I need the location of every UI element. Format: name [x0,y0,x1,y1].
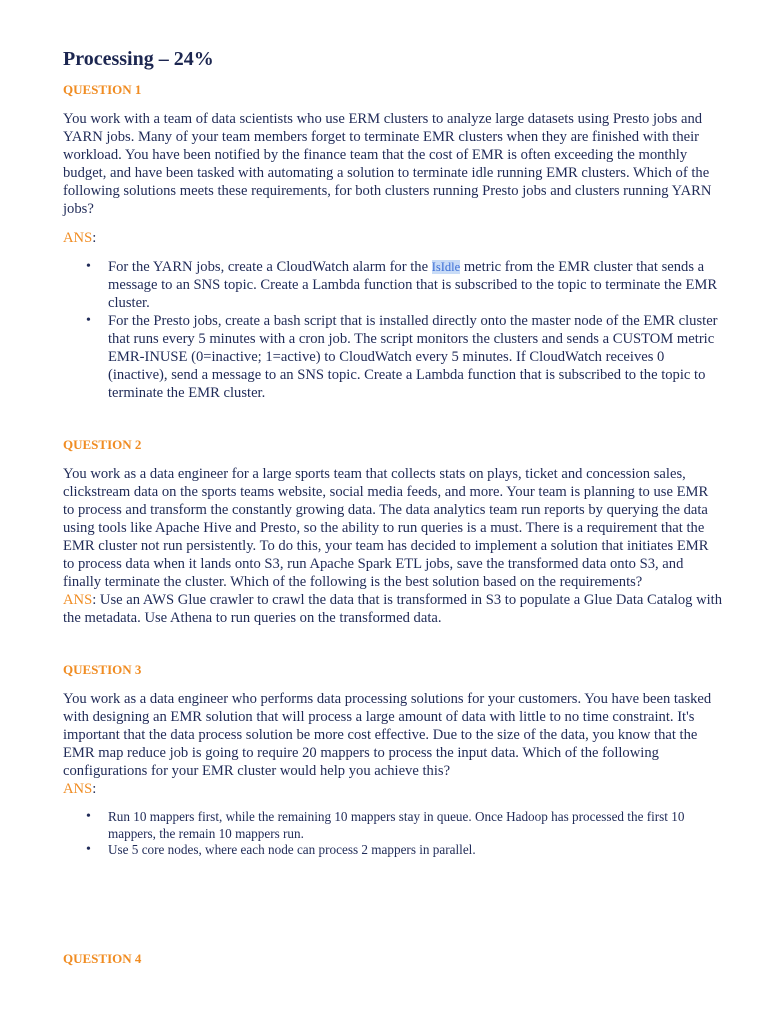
highlighted-text: IsIdle [431,260,461,274]
ans-colon: : [92,781,97,797]
document-page [63,46,723,967]
page-title: Processing – 24% [63,48,214,70]
ans-colon: : [92,230,97,246]
bullet-text: metric from the EMR cluster that sends a message to an SNS topic. Create a Lambda function that is subscribed to the topic to terminate the EMR cluster. [108,259,718,311]
list-item [108,258,723,312]
ans-label: ANS [63,781,93,797]
question-1-answer-label [63,229,723,247]
question-1-answer-list [63,258,723,402]
question-2-heading: QUESTION 2 [63,437,142,452]
question-1-text: You work with a team of data scientists who use ERM clusters to analyze large datasets using Presto jobs and YARN jobs. Many of your team members forget to terminate EMR clusters when they are finished with their workload. You have been notified by the finance team that the cost of EMR is often exceeding the monthly budget, and have been tasked with automating a solution to terminate idle running EMR clusters. Which of the following solutions meets these requirements, for both clusters running Presto jobs and clusters running YARN jobs? [63,111,712,217]
question-3-answer-label [63,780,723,798]
list-item: • For the Presto jobs, create a bash script that is installed directly onto the master node of the EMR cluster that runs every 5 minutes with a cron job. The script monitors the clusters and sends a CUSTOM metric EMR-INUSE (0=inactive; 1=active) to CloudWatch every 5 minutes. If CloudWatch receives 0 (inactive), send a message to an SNS topic. Create a Lambda function that is subscribed to the topic to terminate the EMR cluster. [108,312,723,402]
question-3-heading: QUESTION 3 [63,662,142,677]
question-1-heading: QUESTION 1 [63,82,142,97]
ans-label: ANS [63,230,93,246]
question-2-text: You work as a data engineer for a large sports team that collects stats on plays, ticket and concession sales, clickstream data on the sports teams website, social media feeds, and more. Your team is planning to use EMR to process and transform the constantly growing data. The data analytics team run reports by querying the data using tools like Apache Hive and Presto, so the ability to run queries is a must. There is a requirement that the EMR cluster not run persistently. To do this, your team has decided to implement a solution that initiates EMR to process data when it lands onto S3, run Apache Spark ETL jobs, save the transformed data onto S3, and finally terminate the cluster. Which of the following is the best solution based on the requirements? [63,466,709,590]
list-item: • Use 5 core nodes, where each node can process 2 mappers in parallel. [108,842,723,859]
question-2-answer [63,591,723,627]
bullet-text: For the YARN jobs, create a CloudWatch alarm for the [108,259,432,275]
ans-label: ANS [63,592,93,608]
list-item: • Run 10 mappers first, while the remaining 10 mappers stay in queue. Once Hadoop has processed the first 10 mappers, the remain 10 mappers run. [108,809,723,842]
question-3-answer-list [63,809,723,859]
question-4-heading: QUESTION 4 [63,950,142,966]
answer-text: : Use an AWS Glue crawler to crawl the data that is transformed in S3 to populate a Glue Data Catalog with the metadata. Use Athena to run queries on the transformed data. [63,592,723,626]
question-3-text: You work as a data engineer who performs data processing solutions for your customers. You have been tasked with designing an EMR solution that will process a large amount of data with little to no time constraint. It's important that the data process solution be more cost effective. Due to the size of the data, you know that the EMR map reduce job is going to require 20 mappers to process the input data. Which of the following configurations for your EMR cluster would help you achieve this? [63,691,712,779]
